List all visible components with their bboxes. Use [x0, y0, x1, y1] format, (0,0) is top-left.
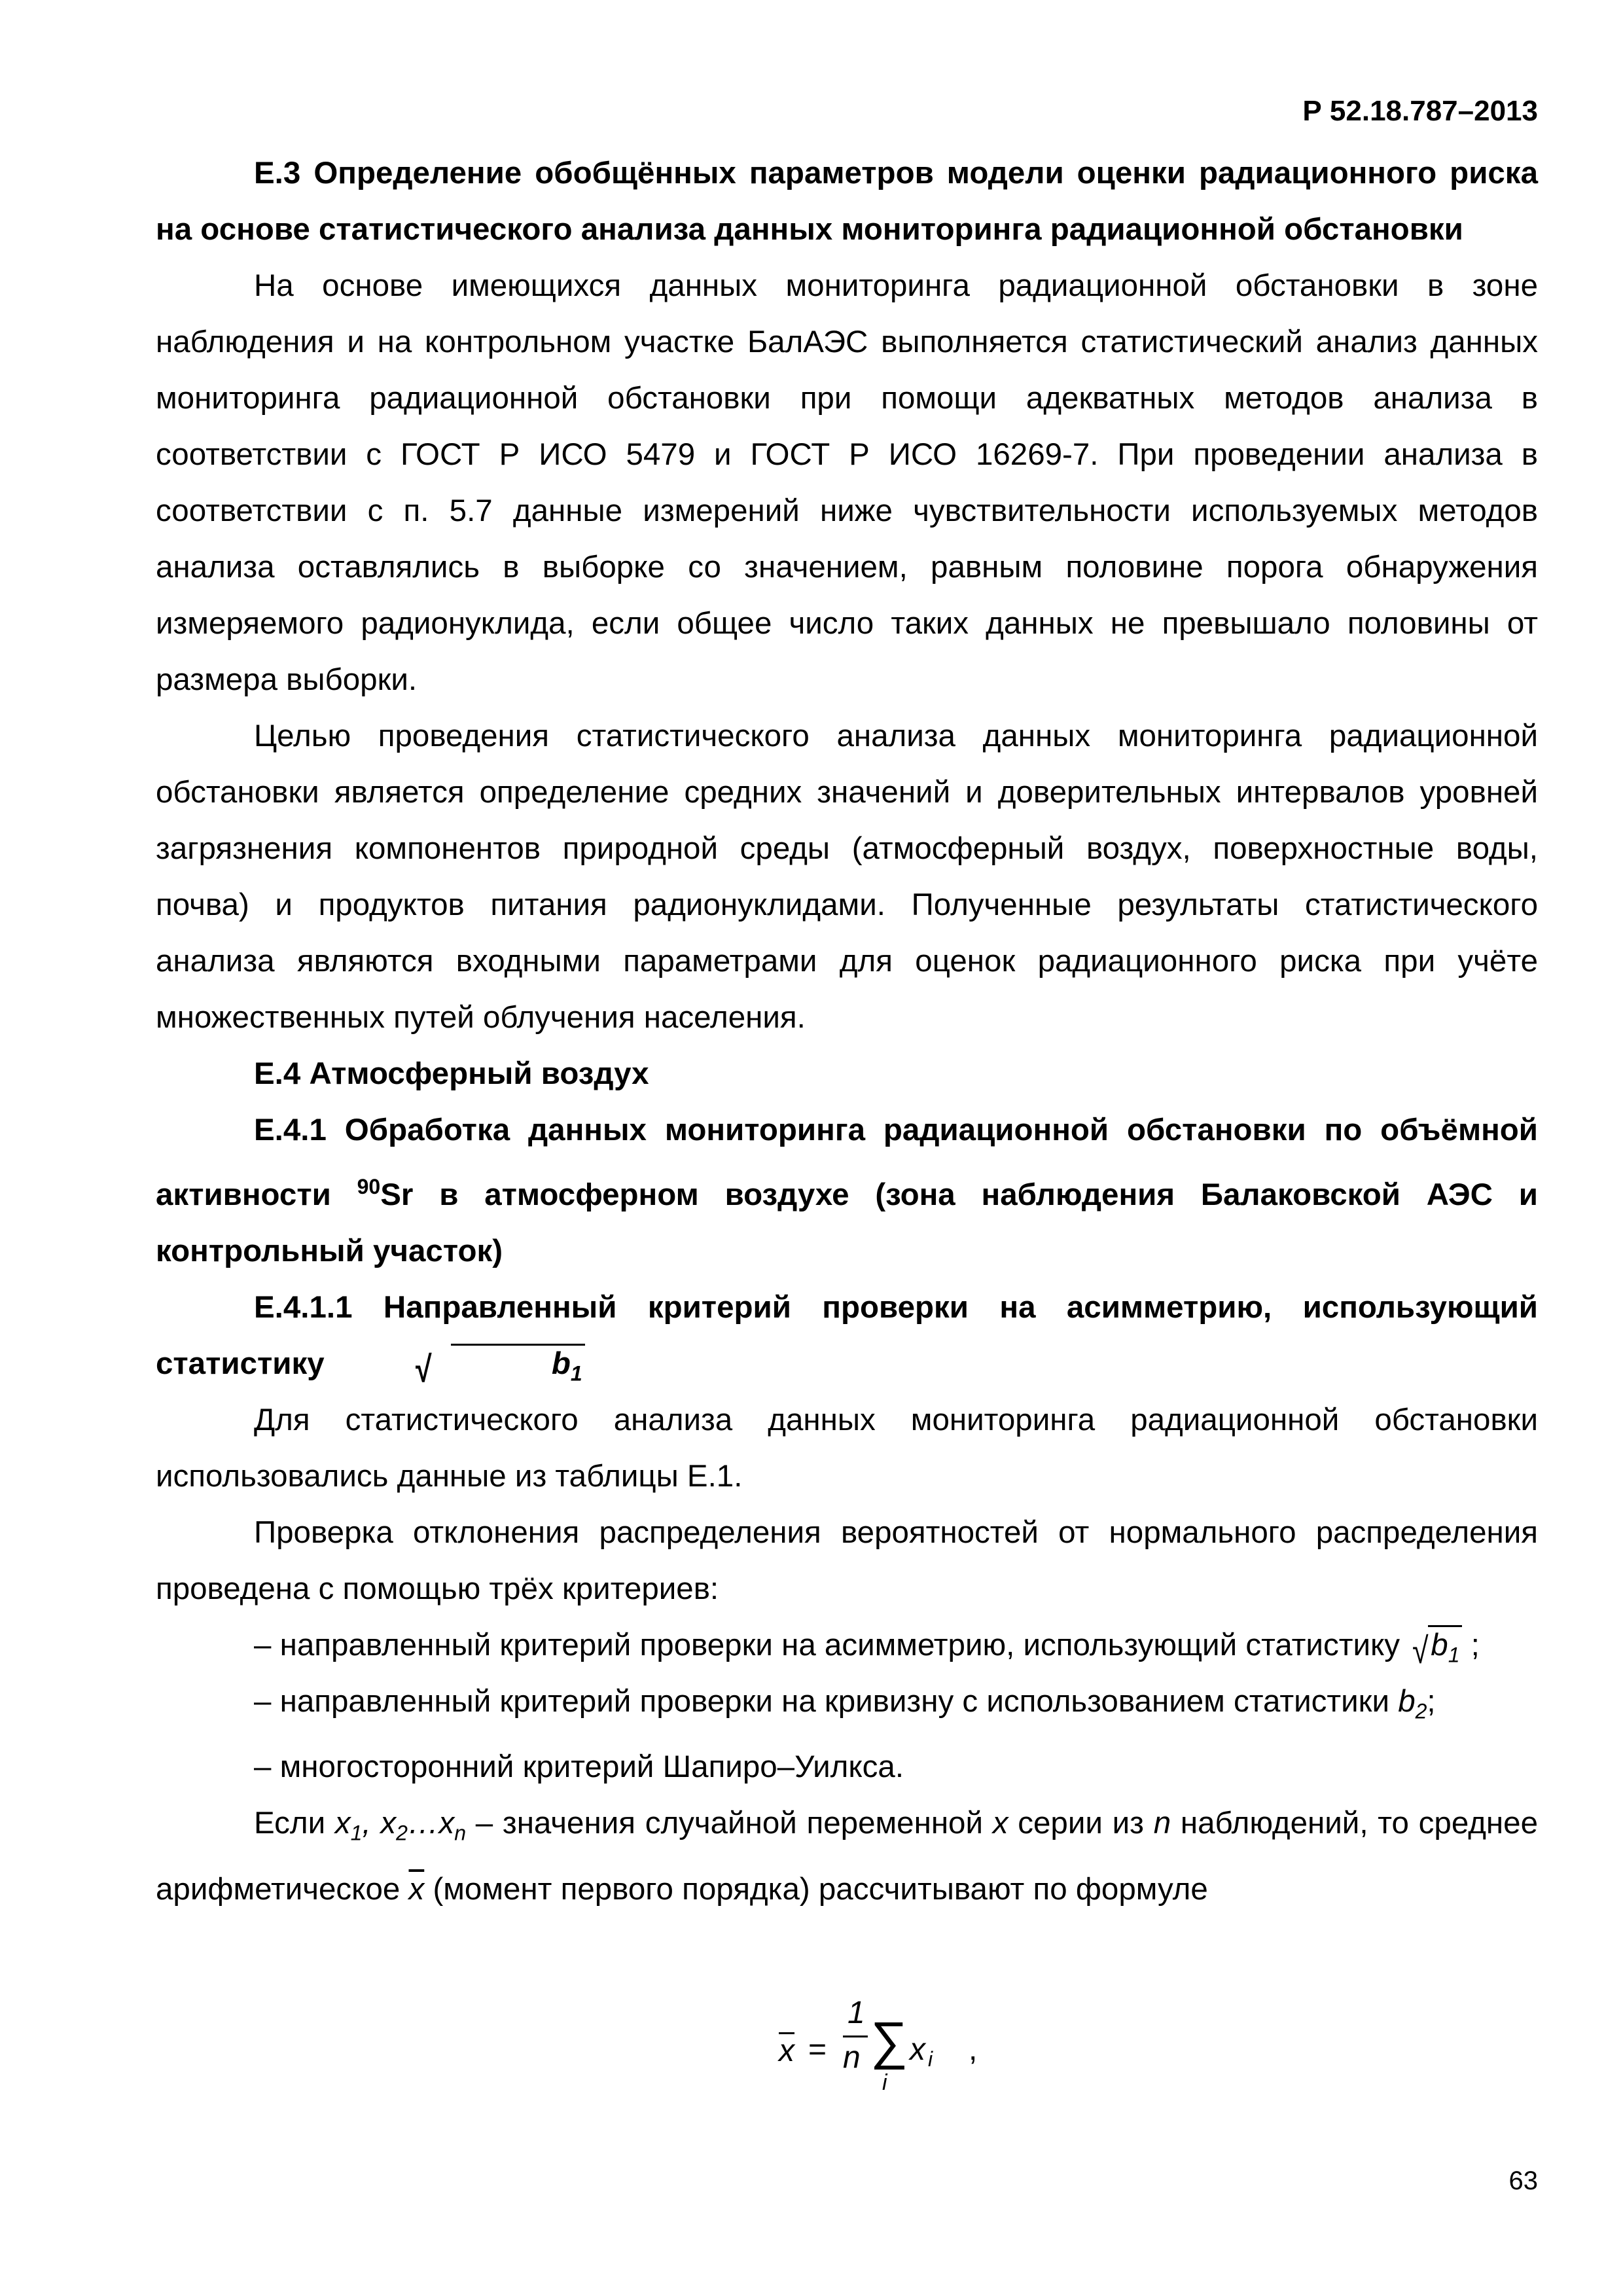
section-e4-heading: Е.4 Атмосферный воздух [254, 1056, 649, 1091]
document-code: Р 52.18.787–2013 [1302, 95, 1538, 127]
list-item-3: – многосторонний критерий Шапиро–Уилкса. [254, 1749, 904, 1785]
list-item-1-end: ; [1462, 1627, 1480, 1662]
isotope-mass-number: 90 [357, 1175, 381, 1198]
formula-term-index: i [928, 2047, 933, 2071]
mean-formula [779, 1996, 1054, 2101]
section-e411-heading [156, 1280, 1538, 1392]
mean-text-b: – значения случайной переменной [466, 1806, 993, 1841]
section-e411-heading-text: Е.4.1.1 Направленный критерий проверки на асимметрию, использующий статистику [156, 1289, 1538, 1381]
paragraph-e3-1: На основе имеющихся данных мониторинга радиационной обстановки в зоне наблюдения и на контрольном участке БалАЭС выполняется статистический анализ данных мониторинга радиационной обстановки при помощи адекватных методов анализа в соответствии с ГОСТ Р ИСО 5479 и ГОСТ Р ИСО 16269-7. При проведении анализа в соответствии с п. 5.7 данные измерений ниже чувствительности используемых методов анализа оставлялись в выборке со значением, равным половине порога обнаружения измеряемого радионуклида, если общее число таких данных не превышало половины от размера выборки. [156, 268, 1538, 697]
formula-sigma: ∑ [870, 2011, 908, 2070]
formula-xbar: x [779, 2034, 794, 2068]
stat-b-inline: b [1431, 1627, 1448, 1662]
formula-comma: , [969, 2032, 978, 2067]
stat-b-inline-sub: 1 [1448, 1643, 1460, 1667]
formula-sigma-index: i [882, 2070, 887, 2095]
var-x: x [992, 1806, 1008, 1841]
formula-fraction-bar [843, 2036, 868, 2037]
page-number: 63 [1508, 2166, 1538, 2195]
formula-term: x [910, 2032, 925, 2067]
paragraph-e3-2: Целью проведения статистического анализа данных мониторинга радиационной обстановки является определение средних значений и доверительных интервалов уровней загрязнения компонентов природной среды (атмосферный воздух, поверхностные воды, почва) и продуктов питания радионуклидами. Полученные результаты статистического анализа являются входными параметрами для оценок радиационного риска при учёте множественных путей облучения населения. [156, 719, 1538, 1035]
list-item-1 [156, 1617, 1538, 1674]
stat-b: b [551, 1346, 571, 1381]
formula-equals: = [808, 2032, 827, 2067]
section-e3-heading: Е.3 Определение обобщённых параметров модели оценки радиационного риска на основе статистического анализа данных мониторинга радиационной обстановки [156, 156, 1538, 247]
list-item-1-text: – направленный критерий проверки на асимметрию, использующий статистику [254, 1627, 1400, 1662]
mean-text-d: наблюдений, то среднее арифметическое [156, 1806, 1538, 1907]
formula-numerator: 1 [847, 1996, 865, 2030]
mean-text-e: (момент первого порядка) рассчитывают по формуле [424, 1871, 1208, 1907]
paragraph-check: Проверка отклонения распределения вероятностей от нормального распределения проведена с помощью трёх критериев: [156, 1515, 1538, 1606]
list-item-2-text: – направленный критерий проверки на кривизну с использованием статистики [254, 1683, 1399, 1719]
mean-text-c: серии из [1008, 1806, 1154, 1841]
list-item-2-end: ; [1427, 1683, 1436, 1719]
var-x-bar: $\overline{x}$ [408, 1871, 425, 1907]
list-item-2 [156, 1674, 1538, 1740]
stat-b2-sub: 2 [1415, 1699, 1427, 1723]
var-x1: $x_1$, $x_2\dots x_n$ [334, 1806, 466, 1845]
section-e41-heading-part1: Е.4.1 Обработка данных мониторинга радиационной обстановки по объёмной активности [156, 1113, 1538, 1212]
paragraph-data-source: Для статистического анализа данных мониторинга радиационной обстановки использовались данные из таблицы Е.1. [156, 1402, 1538, 1494]
mean-text-a: Если [254, 1806, 335, 1841]
stat-b2: b [1398, 1683, 1416, 1719]
sqrt-b1-symbol-inline: √ $b_1$ [1412, 1625, 1462, 1666]
stat-b-sub: 1 [570, 1361, 582, 1386]
section-e41-heading [156, 1102, 1538, 1280]
sqrt-b1-symbol: √ $b_1$ [337, 1344, 585, 1384]
document-body [156, 145, 1538, 1918]
formula-denominator: n [843, 2040, 861, 2075]
var-n: n [1153, 1806, 1171, 1841]
section-e41-heading-part2: Sr в атмосферном воздухе (зона наблюдения Балаковской АЭС и контрольный участок) [156, 1177, 1538, 1268]
paragraph-mean-definition [156, 1795, 1538, 1918]
